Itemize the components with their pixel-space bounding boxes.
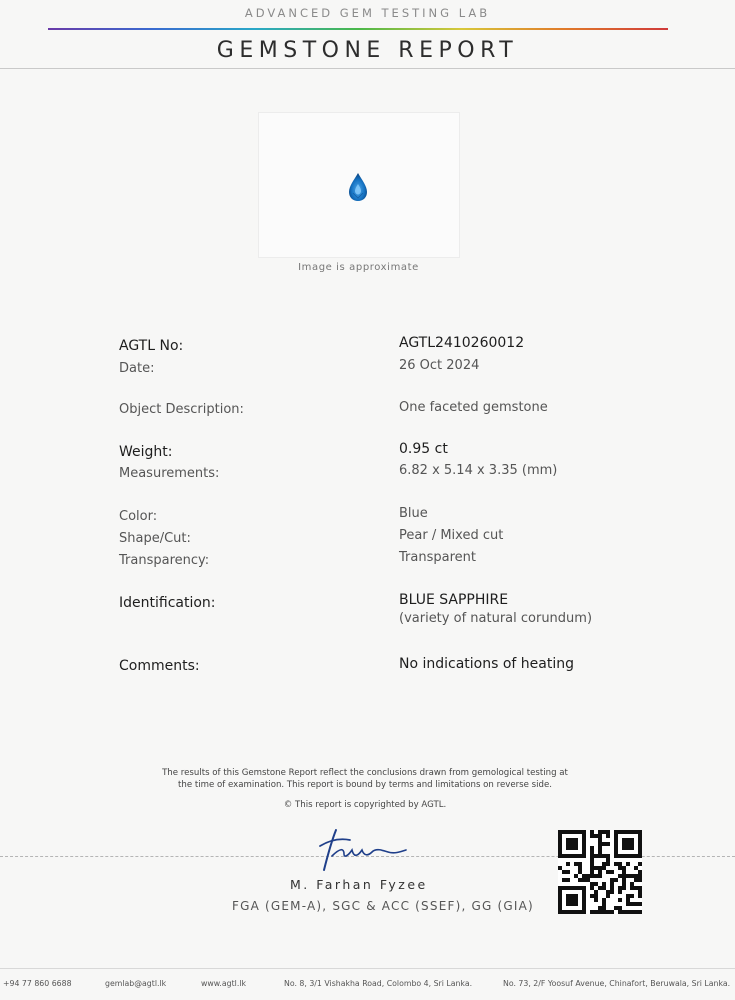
signatory-name: M. Farhan Fyzee [290, 877, 428, 892]
footer-address-beruwala: No. 73, 2/F Yoosuf Avenue, Chinafort, Beruwala, Sri Lanka. [503, 979, 731, 988]
transparency-label: Transparency: [119, 553, 210, 568]
shape-cut-label: Shape/Cut: [119, 531, 191, 546]
footer-divider [0, 968, 735, 969]
footer-website: www.agtl.lk [201, 979, 247, 988]
title-divider [0, 68, 735, 69]
disclaimer-line-2: the time of examination. This report is bound by terms and limitations on reverse side. [178, 780, 552, 790]
disclaimer-line-1: The results of this Gemstone Report reflect the conclusions drawn from gemological testing at [162, 768, 568, 778]
color-label: Color: [119, 509, 158, 524]
measurements-value: 6.82 x 5.14 x 3.35 (mm) [399, 463, 558, 478]
report-disclaimer [0, 767, 730, 791]
date-value: 26 Oct 2024 [399, 358, 480, 373]
spectrum-rule [48, 28, 668, 30]
weight-value: 0.95 ct [399, 441, 448, 457]
agtl-no-label: AGTL No: [119, 338, 184, 354]
footer-address-colombo: No. 8, 3/1 Vishakha Road, Colombo 4, Sri Lanka. [284, 979, 473, 988]
date-label: Date: [119, 361, 155, 376]
object-description-label: Object Description: [119, 402, 244, 417]
signature-mark [310, 826, 410, 874]
identification-note: (variety of natural corundum) [399, 611, 593, 626]
copyright-notice: © This report is copyrighted by AGTL. [283, 800, 447, 810]
identification-value: BLUE SAPPHIRE [399, 592, 509, 608]
weight-label: Weight: [119, 444, 173, 460]
comments-label: Comments: [119, 658, 200, 674]
image-caption: Image is approximate [298, 262, 419, 273]
measurements-label: Measurements: [119, 466, 220, 481]
signatory-credentials: FGA (GEM-A), SGC & ACC (SSEF), GG (GIA) [232, 899, 534, 913]
transparency-value: Transparent [399, 550, 476, 565]
pear-gem-icon [347, 172, 369, 202]
verification-qr-code[interactable] [558, 830, 642, 914]
comments-value: No indications of heating [399, 656, 575, 672]
object-description-value: One faceted gemstone [399, 400, 548, 415]
lab-name: ADVANCED GEM TESTING LAB [244, 6, 491, 20]
identification-label: Identification: [119, 595, 216, 611]
color-value: Blue [399, 506, 428, 521]
shape-cut-value: Pear / Mixed cut [399, 528, 504, 543]
footer-email: gemlab@agtl.lk [105, 979, 167, 988]
footer-phone: +94 77 860 6688 [3, 979, 72, 988]
report-title: GEMSTONE REPORT [216, 38, 519, 63]
agtl-no-value: AGTL2410260012 [399, 335, 525, 351]
